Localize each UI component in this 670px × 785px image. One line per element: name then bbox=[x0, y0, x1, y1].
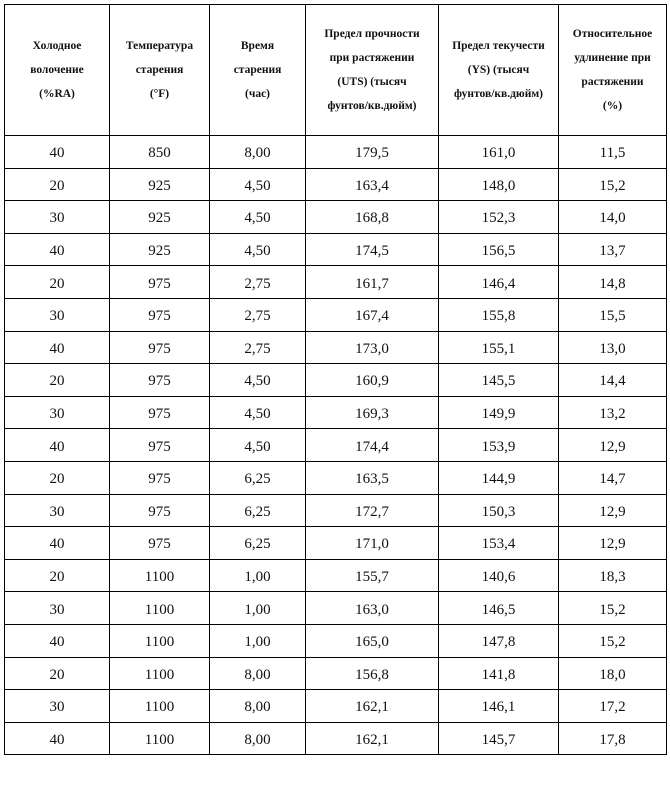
elongation-cell: 15,2 bbox=[559, 592, 667, 625]
table-row bbox=[5, 298, 667, 331]
uts-cell: 162,1 bbox=[306, 690, 439, 723]
ys-cell: 149,9 bbox=[439, 396, 559, 429]
header-line: (%) bbox=[602, 100, 623, 112]
table-row bbox=[5, 722, 667, 755]
aging-time-cell: 4,50 bbox=[210, 396, 306, 429]
header-line: (UTS) (тысяч bbox=[337, 76, 407, 88]
uts-cell: 167,4 bbox=[306, 298, 439, 331]
table-row bbox=[5, 233, 667, 266]
header-line: Время bbox=[240, 40, 275, 52]
ys-cell: 146,5 bbox=[439, 592, 559, 625]
uts-cell: 163,5 bbox=[306, 461, 439, 494]
header-aging-time bbox=[210, 5, 306, 136]
cold-drawing-cell: 30 bbox=[5, 592, 110, 625]
uts-cell: 161,7 bbox=[306, 266, 439, 299]
ys-cell: 146,1 bbox=[439, 690, 559, 723]
uts-cell: 171,0 bbox=[306, 527, 439, 560]
table-row bbox=[5, 396, 667, 429]
table-row bbox=[5, 461, 667, 494]
header-cold-drawing bbox=[5, 5, 110, 136]
ys-cell: 144,9 bbox=[439, 461, 559, 494]
cold-drawing-cell: 30 bbox=[5, 298, 110, 331]
cold-drawing-cell: 20 bbox=[5, 461, 110, 494]
cold-drawing-cell: 30 bbox=[5, 690, 110, 723]
aging-temperature-cell: 1100 bbox=[110, 624, 210, 657]
aging-time-cell: 4,50 bbox=[210, 429, 306, 462]
table-row bbox=[5, 559, 667, 592]
cold-drawing-cell: 40 bbox=[5, 429, 110, 462]
ys-cell: 155,8 bbox=[439, 298, 559, 331]
table-row bbox=[5, 266, 667, 299]
elongation-cell: 15,2 bbox=[559, 624, 667, 657]
header-line: старения bbox=[233, 64, 282, 76]
aging-time-cell: 8,00 bbox=[210, 657, 306, 690]
table-row bbox=[5, 690, 667, 723]
ys-cell: 161,0 bbox=[439, 136, 559, 169]
ys-cell: 148,0 bbox=[439, 168, 559, 201]
elongation-cell: 13,7 bbox=[559, 233, 667, 266]
header-line: (час) bbox=[245, 88, 270, 100]
aging-time-cell: 8,00 bbox=[210, 690, 306, 723]
header-line: (°F) bbox=[149, 88, 170, 100]
elongation-cell: 18,0 bbox=[559, 657, 667, 690]
aging-temperature-cell: 925 bbox=[110, 233, 210, 266]
elongation-cell: 13,2 bbox=[559, 396, 667, 429]
uts-cell: 179,5 bbox=[306, 136, 439, 169]
uts-cell: 174,5 bbox=[306, 233, 439, 266]
aging-time-cell: 4,50 bbox=[210, 233, 306, 266]
header-line: удлинение при bbox=[574, 52, 651, 64]
ys-cell: 146,4 bbox=[439, 266, 559, 299]
aging-temperature-cell: 975 bbox=[110, 429, 210, 462]
cold-drawing-cell: 30 bbox=[5, 494, 110, 527]
header-line: фунтов/кв.дюйм) bbox=[453, 88, 544, 100]
table-row bbox=[5, 331, 667, 364]
aging-temperature-cell: 975 bbox=[110, 364, 210, 397]
aging-temperature-cell: 1100 bbox=[110, 657, 210, 690]
aging-time-cell: 1,00 bbox=[210, 592, 306, 625]
cold-drawing-cell: 20 bbox=[5, 168, 110, 201]
header-line: старения bbox=[135, 64, 184, 76]
header-line: растяжении bbox=[581, 76, 644, 88]
table-row bbox=[5, 168, 667, 201]
cold-drawing-cell: 40 bbox=[5, 527, 110, 560]
table-row bbox=[5, 624, 667, 657]
header-line: при растяжении bbox=[329, 52, 415, 64]
aging-temperature-cell: 850 bbox=[110, 136, 210, 169]
table-row bbox=[5, 429, 667, 462]
elongation-cell: 14,0 bbox=[559, 201, 667, 234]
header-ys bbox=[439, 5, 559, 136]
aging-time-cell: 6,25 bbox=[210, 461, 306, 494]
elongation-cell: 12,9 bbox=[559, 527, 667, 560]
table-row bbox=[5, 136, 667, 169]
aging-time-cell: 2,75 bbox=[210, 266, 306, 299]
header-line: (%RA) bbox=[39, 88, 75, 100]
aging-temperature-cell: 1100 bbox=[110, 559, 210, 592]
ys-cell: 152,3 bbox=[439, 201, 559, 234]
elongation-cell: 17,2 bbox=[559, 690, 667, 723]
aging-temperature-cell: 975 bbox=[110, 396, 210, 429]
table-body bbox=[5, 136, 667, 755]
cold-drawing-cell: 20 bbox=[5, 559, 110, 592]
uts-cell: 172,7 bbox=[306, 494, 439, 527]
elongation-cell: 14,4 bbox=[559, 364, 667, 397]
cold-drawing-cell: 40 bbox=[5, 331, 110, 364]
cold-drawing-cell: 40 bbox=[5, 233, 110, 266]
aging-time-cell: 2,75 bbox=[210, 331, 306, 364]
uts-cell: 156,8 bbox=[306, 657, 439, 690]
aging-time-cell: 4,50 bbox=[210, 201, 306, 234]
ys-cell: 145,5 bbox=[439, 364, 559, 397]
aging-temperature-cell: 1100 bbox=[110, 722, 210, 755]
aging-temperature-cell: 975 bbox=[110, 298, 210, 331]
header-line: Предел текучести bbox=[452, 40, 545, 52]
aging-temperature-cell: 975 bbox=[110, 527, 210, 560]
uts-cell: 169,3 bbox=[306, 396, 439, 429]
elongation-cell: 14,7 bbox=[559, 461, 667, 494]
table-row bbox=[5, 364, 667, 397]
table-row bbox=[5, 201, 667, 234]
elongation-cell: 11,5 bbox=[559, 136, 667, 169]
header-row bbox=[5, 5, 667, 136]
cold-drawing-cell: 20 bbox=[5, 364, 110, 397]
uts-cell: 163,4 bbox=[306, 168, 439, 201]
ys-cell: 140,6 bbox=[439, 559, 559, 592]
table-header bbox=[5, 5, 667, 136]
table-row bbox=[5, 494, 667, 527]
aging-temperature-cell: 1100 bbox=[110, 690, 210, 723]
data-table bbox=[4, 4, 667, 755]
aging-temperature-cell: 925 bbox=[110, 201, 210, 234]
header-line: Предел прочности bbox=[324, 28, 420, 40]
elongation-cell: 12,9 bbox=[559, 494, 667, 527]
uts-cell: 174,4 bbox=[306, 429, 439, 462]
elongation-cell: 15,2 bbox=[559, 168, 667, 201]
ys-cell: 153,4 bbox=[439, 527, 559, 560]
ys-cell: 145,7 bbox=[439, 722, 559, 755]
table-row bbox=[5, 657, 667, 690]
cold-drawing-cell: 30 bbox=[5, 201, 110, 234]
header-line: фунтов/кв.дюйм) bbox=[327, 100, 417, 112]
aging-time-cell: 4,50 bbox=[210, 168, 306, 201]
aging-temperature-cell: 975 bbox=[110, 266, 210, 299]
elongation-cell: 12,9 bbox=[559, 429, 667, 462]
ys-cell: 141,8 bbox=[439, 657, 559, 690]
aging-time-cell: 4,50 bbox=[210, 364, 306, 397]
ys-cell: 153,9 bbox=[439, 429, 559, 462]
header-line: (YS) (тысяч bbox=[467, 64, 530, 76]
aging-time-cell: 8,00 bbox=[210, 136, 306, 169]
uts-cell: 173,0 bbox=[306, 331, 439, 364]
cold-drawing-cell: 30 bbox=[5, 396, 110, 429]
aging-time-cell: 6,25 bbox=[210, 494, 306, 527]
aging-time-cell: 1,00 bbox=[210, 559, 306, 592]
header-uts bbox=[306, 5, 439, 136]
aging-temperature-cell: 925 bbox=[110, 168, 210, 201]
ys-cell: 155,1 bbox=[439, 331, 559, 364]
elongation-cell: 17,8 bbox=[559, 722, 667, 755]
ys-cell: 150,3 bbox=[439, 494, 559, 527]
cold-drawing-cell: 40 bbox=[5, 624, 110, 657]
uts-cell: 165,0 bbox=[306, 624, 439, 657]
aging-time-cell: 2,75 bbox=[210, 298, 306, 331]
elongation-cell: 13,0 bbox=[559, 331, 667, 364]
aging-time-cell: 8,00 bbox=[210, 722, 306, 755]
header-line: волочение bbox=[30, 64, 84, 76]
header-line: Холодное bbox=[32, 40, 82, 52]
aging-temperature-cell: 975 bbox=[110, 494, 210, 527]
elongation-cell: 14,8 bbox=[559, 266, 667, 299]
aging-temperature-cell: 975 bbox=[110, 461, 210, 494]
uts-cell: 163,0 bbox=[306, 592, 439, 625]
cold-drawing-cell: 40 bbox=[5, 136, 110, 169]
table-row bbox=[5, 527, 667, 560]
header-aging-temperature bbox=[110, 5, 210, 136]
elongation-cell: 15,5 bbox=[559, 298, 667, 331]
ys-cell: 156,5 bbox=[439, 233, 559, 266]
cold-drawing-cell: 20 bbox=[5, 657, 110, 690]
aging-temperature-cell: 1100 bbox=[110, 592, 210, 625]
header-line: Температура bbox=[125, 40, 194, 52]
uts-cell: 168,8 bbox=[306, 201, 439, 234]
aging-time-cell: 6,25 bbox=[210, 527, 306, 560]
aging-time-cell: 1,00 bbox=[210, 624, 306, 657]
uts-cell: 160,9 bbox=[306, 364, 439, 397]
header-elongation bbox=[559, 5, 667, 136]
elongation-cell: 18,3 bbox=[559, 559, 667, 592]
uts-cell: 162,1 bbox=[306, 722, 439, 755]
cold-drawing-cell: 40 bbox=[5, 722, 110, 755]
ys-cell: 147,8 bbox=[439, 624, 559, 657]
table-row bbox=[5, 592, 667, 625]
header-line: Относительное bbox=[572, 28, 653, 40]
aging-temperature-cell: 975 bbox=[110, 331, 210, 364]
cold-drawing-cell: 20 bbox=[5, 266, 110, 299]
uts-cell: 155,7 bbox=[306, 559, 439, 592]
